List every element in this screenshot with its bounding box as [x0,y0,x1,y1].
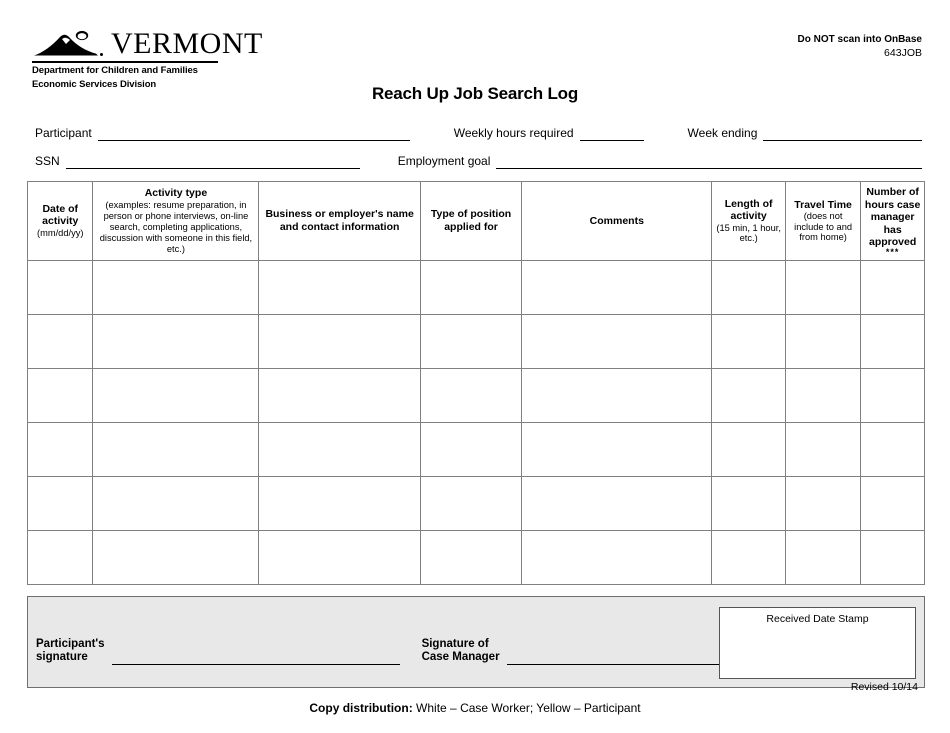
revision-date: Revised 10/14 [850,681,918,693]
cell-length-of-activity[interactable] [712,368,786,422]
cell-business-or-employer[interactable] [259,260,420,314]
cell-activity-type[interactable] [93,260,259,314]
copy-distribution [0,701,950,715]
copy-distribution-label: Copy distribution: [309,700,413,715]
cell-travel-time[interactable] [785,314,860,368]
cell-activity-type[interactable] [93,476,259,530]
cell-travel-time[interactable] [785,368,860,422]
cell-activity-type[interactable] [93,530,259,584]
participant-label: Participant [35,126,92,140]
cell-travel-time[interactable] [785,260,860,314]
cell-type-of-position[interactable] [420,422,521,476]
table-body [28,260,925,584]
agency-logo-block [32,26,332,90]
cell-date-of-activity[interactable] [28,422,93,476]
cell-type-of-position[interactable] [420,476,521,530]
cell-hours-approved[interactable] [861,260,925,314]
case-manager-signature-label-line2: Case Manager [421,651,500,663]
cell-comments[interactable] [522,476,712,530]
cell-hours-approved[interactable] [861,476,925,530]
page-header [0,0,950,90]
header-subtext: (15 min, 1 hour, etc.) [716,222,781,244]
table-row [28,422,925,476]
header-text: Comments [589,214,644,227]
ssn-input[interactable] [66,155,360,169]
department-name-line2: Economic Services Division [32,78,157,90]
header-text: Travel Time [794,198,852,211]
field-row-participant [35,120,922,141]
form-fields [0,120,950,169]
header-subtext: (mm/dd/yy) [36,227,84,238]
table-row [28,368,925,422]
cell-hours-approved[interactable] [861,530,925,584]
cell-business-or-employer[interactable] [259,530,420,584]
cell-date-of-activity[interactable] [28,368,93,422]
participant-signature-label [36,638,105,665]
column-header-length-of-activity [712,182,786,261]
participant-input[interactable] [98,127,410,141]
column-header-hours-approved [861,182,925,261]
case-manager-signature-label-line1: Signature of [421,637,489,650]
cell-hours-approved[interactable] [861,314,925,368]
cell-travel-time[interactable] [785,422,860,476]
cell-travel-time[interactable] [785,530,860,584]
employment-goal-label: Employment goal [397,154,491,168]
cell-type-of-position[interactable] [420,530,521,584]
received-date-stamp-label: Received Date Stamp [766,612,869,625]
column-header-business-or-employer [259,182,420,261]
weekly-hours-label: Weekly hours required [453,126,574,140]
cell-business-or-employer[interactable] [259,476,420,530]
cell-length-of-activity[interactable] [712,476,786,530]
header-text: Business or employer's name [265,208,414,221]
cell-type-of-position[interactable] [420,368,521,422]
cell-activity-type[interactable] [93,422,259,476]
cell-comments[interactable] [522,260,712,314]
table-row [28,314,925,368]
field-row-ssn [35,148,922,169]
participant-signature-input[interactable] [112,652,400,665]
form-code: 643JOB [884,47,922,59]
week-ending-label: Week ending [687,126,758,140]
header-subtext: (examples: resume preparation, in person or phone interviews, on-line search, completing applications, discussion with someone in this field, etc.) [99,199,253,254]
table-row [28,476,925,530]
cell-length-of-activity[interactable] [712,260,786,314]
header-subtext: (does not include to and from home) [794,211,853,243]
onbase-block [798,33,922,61]
table-row [28,260,925,314]
column-header-activity-type [93,182,259,261]
header-text: activity [730,210,767,223]
table-header-row [28,182,925,261]
cell-type-of-position[interactable] [420,260,521,314]
participant-signature-label-line2: signature [36,651,88,663]
cell-comments[interactable] [522,314,712,368]
case-manager-signature-label [422,638,500,665]
signature-panel [27,596,925,688]
header-text: Date of [42,202,79,215]
copy-distribution-value: White – Case Worker; Yellow – Participant [416,700,641,715]
cell-travel-time[interactable] [785,476,860,530]
logo-underline [32,61,218,63]
cell-business-or-employer[interactable] [259,368,420,422]
cell-comments[interactable] [522,368,712,422]
table-header [28,182,925,261]
logo-wordmark: VERMONT [111,27,263,60]
header-text: and contact information [279,220,400,233]
column-header-date-of-activity [28,182,93,261]
department-name-line1: Department for Children and Families [32,65,198,76]
cell-type-of-position[interactable] [420,314,521,368]
header-text: applied for [444,220,498,233]
case-manager-signature-input[interactable] [507,652,725,665]
cell-length-of-activity[interactable] [712,422,786,476]
received-date-stamp-box[interactable] [719,607,916,679]
column-header-comments [522,182,712,261]
onbase-scan-note: Do NOT scan into OnBase [797,34,922,45]
cell-comments[interactable] [522,530,712,584]
header-text: Number of hours case manager has approved [864,186,921,248]
header-text: Type of position [430,208,512,221]
participant-signature-label-line1: Participant's [36,637,105,650]
column-header-type-of-position [420,182,521,261]
job-search-log-table [27,181,925,585]
weekly-hours-input[interactable] [580,127,644,141]
week-ending-input[interactable] [763,127,922,141]
employment-goal-input[interactable] [496,155,922,169]
cell-hours-approved[interactable] [861,368,925,422]
cell-business-or-employer[interactable] [259,314,420,368]
cell-date-of-activity[interactable] [28,530,93,584]
header-text: Activity type [144,187,208,199]
column-header-travel-time [785,182,860,261]
cell-business-or-employer[interactable] [259,422,420,476]
cell-date-of-activity[interactable] [28,476,93,530]
cell-comments[interactable] [522,422,712,476]
cell-length-of-activity[interactable] [712,530,786,584]
header-text: activity [42,215,79,228]
ssn-label: SSN [35,154,60,168]
cell-length-of-activity[interactable] [712,314,786,368]
job-search-log-table-wrapper [0,181,950,585]
cell-date-of-activity[interactable] [28,314,93,368]
header-footnote: *** [885,246,900,257]
vermont-mountain-logo-icon [32,28,110,60]
cell-date-of-activity[interactable] [28,260,93,314]
cell-activity-type[interactable] [93,314,259,368]
cell-hours-approved[interactable] [861,422,925,476]
cell-activity-type[interactable] [93,368,259,422]
page-title: Reach Up Job Search Log [371,84,579,103]
header-text: Length of [724,197,773,210]
table-row [28,530,925,584]
